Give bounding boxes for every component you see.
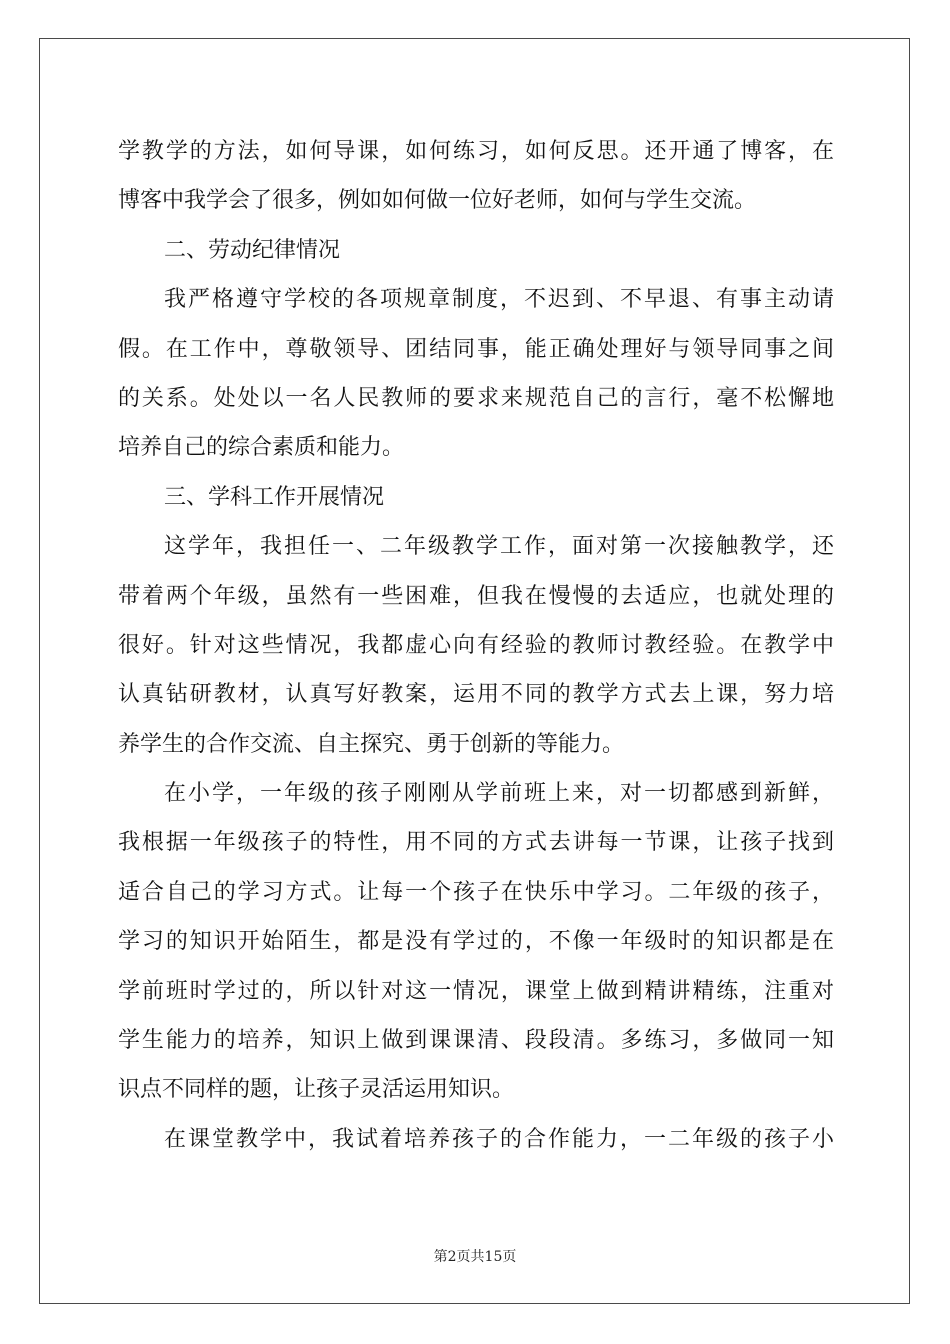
text-line: 的关系。处处以一名人民教师的要求来规范自己的言行，毫不松懈地 <box>118 385 834 411</box>
text-line: 我严格遵守学校的各项规章制度，不迟到、不早退、有事主动请 <box>164 287 834 313</box>
text-line: 很好。针对这些情况，我都虚心向有经验的教师讨教经验。在教学中 <box>118 632 834 658</box>
text-line: 在小学，一年级的孩子刚刚从学前班上来，对一切都感到新鲜， <box>164 781 834 807</box>
text-line: 这学年，我担任一、二年级教学工作，面对第一次接触教学，还 <box>164 534 834 560</box>
text-line: 学习的知识开始陌生，都是没有学过的，不像一年级时的知识都是在 <box>118 929 834 955</box>
text-line: 学教学的方法，如何导课，如何练习，如何反思。还开通了博客，在 <box>118 139 834 164</box>
text-line: 假。在工作中，尊敬领导、团结同事，能正确处理好与领导同事之间 <box>118 336 834 362</box>
text-line: 学生能力的培养，知识上做到课课清、段段清。多练习，多做同一知 <box>118 1028 834 1054</box>
text-line: 二、劳动纪律情况 <box>164 237 341 263</box>
text-line: 养学生的合作交流、自主探究、勇于创新的等能力。 <box>118 731 625 757</box>
page-total: 共15页 <box>470 1249 517 1265</box>
text-line: 在课堂教学中，我试着培养孩子的合作能力，一二年级的孩子小 <box>164 1126 834 1152</box>
text-line: 认真钻研教材，认真写好教案，运用不同的教学方式去上课，努力培 <box>118 682 834 708</box>
text-line: 带着两个年级，虽然有一些困难，但我在慢慢的去适应，也就处理的 <box>118 583 834 609</box>
text-line: 博客中我学会了很多，例如如何做一位好老师，如何与学生交流。 <box>118 188 757 214</box>
text-line: 我根据一年级孩子的特性，用不同的方式去讲每一节课，让孩子找到 <box>118 830 834 856</box>
text-line: 适合自己的学习方式。让每一个孩子在快乐中学习。二年级的孩子， <box>118 879 834 905</box>
text-line: 三、学科工作开展情况 <box>164 484 385 510</box>
document-body <box>118 127 834 1164</box>
page-number: 第2页 <box>433 1249 471 1265</box>
text-line: 培养自己的综合素质和能力。 <box>118 435 405 461</box>
page-footer <box>0 1247 950 1267</box>
text-line: 识点不同样的题，让孩子灵活运用知识。 <box>118 1077 515 1103</box>
text-line: 学前班时学过的，所以针对这一情况，课堂上做到精讲精练，注重对 <box>118 978 834 1004</box>
